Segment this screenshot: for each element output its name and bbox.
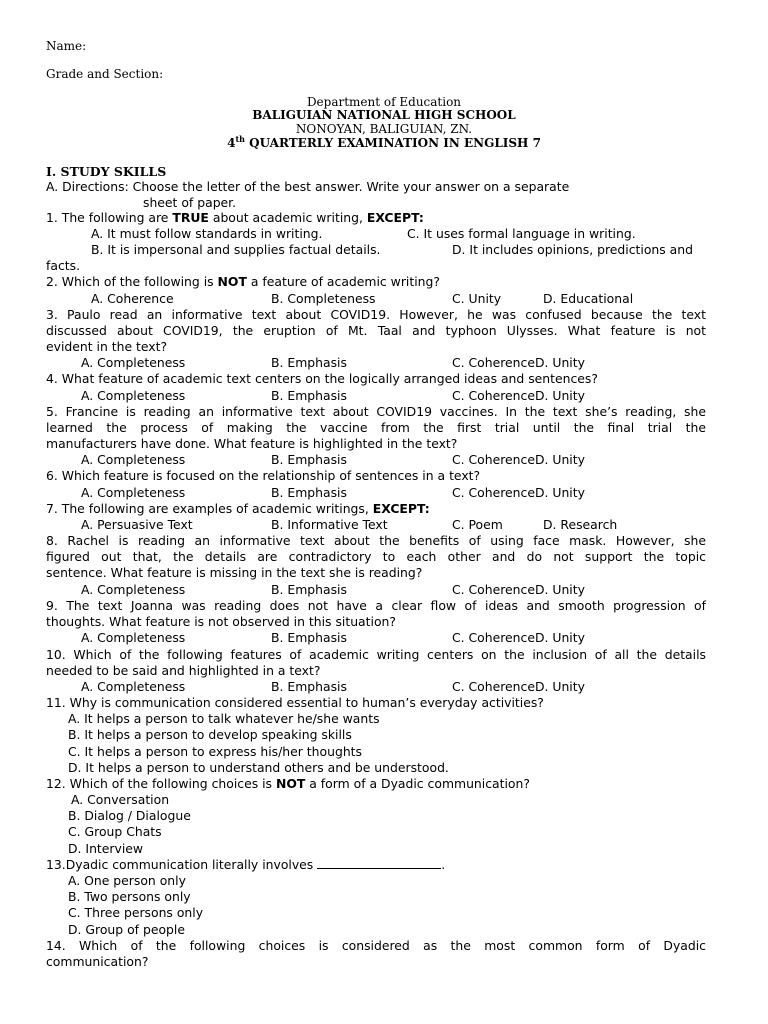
- question-10-line-1: 10. Which of the following features of academic writing centers on the inclusion of all the details: [46, 647, 706, 662]
- question-8-line-3: sentence. What feature is missing in the text she is reading?: [46, 565, 423, 580]
- q6-choice-b: B. Emphasis: [271, 485, 347, 500]
- school-name: BALIGUIAN NATIONAL HIGH SCHOOL: [252, 108, 516, 122]
- q11-choice-c: C. It helps a person to express his/her thoughts: [68, 744, 362, 759]
- question-5-line-3: manufacturers have done. What feature is highlighted in the text?: [46, 436, 458, 451]
- q2-choice-d: D. Educational: [543, 291, 634, 306]
- q13-choice-a: A. One person only: [68, 873, 186, 888]
- question-14-line-1: 14. Which of the following choices is considered as the most common form of Dyadic: [46, 938, 706, 953]
- question-2: 2. Which of the following is NOT a feature of academic writing?: [46, 274, 440, 289]
- q1-choice-d: D. It includes opinions, predictions and: [452, 242, 693, 257]
- q3-choice-b: B. Emphasis: [271, 355, 347, 370]
- question-9-line-1: 9. The text Joanna was reading does not have a clear flow of ideas and smooth progression of: [46, 598, 706, 613]
- question-14-line-2: communication?: [46, 954, 149, 969]
- q12-choice-c: C. Group Chats: [68, 824, 162, 839]
- q1-choice-a: A. It must follow standards in writing.: [91, 226, 323, 241]
- question-3-line-1: 3. Paulo read an informative text about COVID19. However, he was confused because the text: [46, 307, 706, 322]
- q13-choice-c: C. Three persons only: [68, 905, 204, 920]
- question-6: 6. Which feature is focused on the relationship of sentences in a text?: [46, 468, 481, 483]
- q2-choice-b: B. Completeness: [271, 291, 376, 306]
- q3-choice-a: A. Completeness: [81, 355, 186, 370]
- question-8-line-2: figured out that, the details are contradictory to each other and do not support the topic: [46, 549, 706, 564]
- q5-choice-cd: C. CoherenceD. Unity: [452, 452, 585, 467]
- directions-text-cont: sheet of paper.: [143, 195, 237, 210]
- q7-choice-d: D. Research: [543, 517, 618, 532]
- q5-choice-a: A. Completeness: [81, 452, 186, 467]
- q5-choice-b: B. Emphasis: [271, 452, 347, 467]
- question-3-line-3: evident in the text?: [46, 339, 168, 354]
- q11-choice-b: B. It helps a person to develop speaking skills: [68, 727, 352, 742]
- q6-choice-cd: C. CoherenceD. Unity: [452, 485, 585, 500]
- q2-choice-c: C. Unity: [452, 291, 502, 306]
- q4-choice-cd: C. CoherenceD. Unity: [452, 388, 585, 403]
- q7-choice-a: A. Persuasive Text: [81, 517, 193, 532]
- department-heading: Department of Education: [306, 95, 462, 109]
- q10-choice-cd: C. CoherenceD. Unity: [452, 679, 585, 694]
- q3-choice-cd: C. CoherenceD. Unity: [452, 355, 585, 370]
- q12-choice-a: A. Conversation: [71, 792, 170, 807]
- directions-text: A. Directions: Choose the letter of the best answer. Write your answer on a separate: [46, 179, 570, 194]
- question-8-line-1: 8. Rachel is reading an informative text about the benefits of using face mask. However, she: [46, 533, 706, 548]
- q7-choice-c: C. Poem: [452, 517, 503, 532]
- question-3-line-2: discussed about COVID19, the eruption of Mt. Taal and typhoon Ulysses. What feature is not: [46, 323, 706, 338]
- q8-choice-a: A. Completeness: [81, 582, 186, 597]
- q4-choice-b: B. Emphasis: [271, 388, 347, 403]
- q7-choice-b: B. Informative Text: [271, 517, 388, 532]
- question-5-line-2: learned the process of making the vaccine from the first trial until the final trial the: [46, 420, 706, 435]
- q10-choice-a: A. Completeness: [81, 679, 186, 694]
- grade-section-label: Grade and Section:: [46, 67, 164, 81]
- q1-choice-b: B. It is impersonal and supplies factual details.: [91, 242, 381, 257]
- q8-choice-b: B. Emphasis: [271, 582, 347, 597]
- question-4: 4. What feature of academic text centers on the logically arranged ideas and sentences?: [46, 371, 598, 386]
- question-1: 1. The following are TRUE about academic writing, EXCEPT:: [46, 210, 424, 225]
- q2-choice-a: A. Coherence: [91, 291, 174, 306]
- q1-choice-c: C. It uses formal language in writing.: [407, 226, 636, 241]
- section-title: I. STUDY SKILLS: [46, 164, 167, 179]
- question-11: 11. Why is communication considered essential to human’s everyday activities?: [46, 695, 544, 710]
- exam-title: 4th QUARTERLY EXAMINATION IN ENGLISH 7: [227, 134, 541, 150]
- school-location: NONOYAN, BALIGUIAN, ZN.: [295, 122, 473, 136]
- q9-choice-a: A. Completeness: [81, 630, 186, 645]
- q12-choice-d: D. Interview: [68, 841, 144, 856]
- answer-blank: [317, 857, 441, 869]
- name-label: Name:: [46, 39, 87, 53]
- q12-choice-b: B. Dialog / Dialogue: [68, 808, 191, 823]
- question-7: 7. The following are examples of academic writings, EXCEPT:: [46, 501, 430, 516]
- q11-choice-d: D. It helps a person to understand others and be understood.: [68, 760, 449, 775]
- question-10-line-2: needed to be said and highlighted in a text?: [46, 663, 321, 678]
- question-9-line-2: thoughts. What feature is not observed in this situation?: [46, 614, 396, 629]
- q13-choice-b: B. Two persons only: [68, 889, 191, 904]
- q8-choice-cd: C. CoherenceD. Unity: [452, 582, 585, 597]
- q13-choice-d: D. Group of people: [68, 922, 185, 937]
- q10-choice-b: B. Emphasis: [271, 679, 347, 694]
- q6-choice-a: A. Completeness: [81, 485, 186, 500]
- q11-choice-a: A. It helps a person to talk whatever he/she wants: [68, 711, 380, 726]
- question-12: 12. Which of the following choices is NOT a form of a Dyadic communication?: [46, 776, 530, 791]
- q1-choice-d-cont: facts.: [46, 258, 81, 273]
- q9-choice-b: B. Emphasis: [271, 630, 347, 645]
- q9-choice-cd: C. CoherenceD. Unity: [452, 630, 585, 645]
- question-13: 13.Dyadic communication literally involves .: [46, 857, 446, 872]
- question-5-line-1: 5. Francine is reading an informative text about COVID19 vaccines. In the text she’s reading, she: [46, 404, 706, 419]
- q4-choice-a: A. Completeness: [81, 388, 186, 403]
